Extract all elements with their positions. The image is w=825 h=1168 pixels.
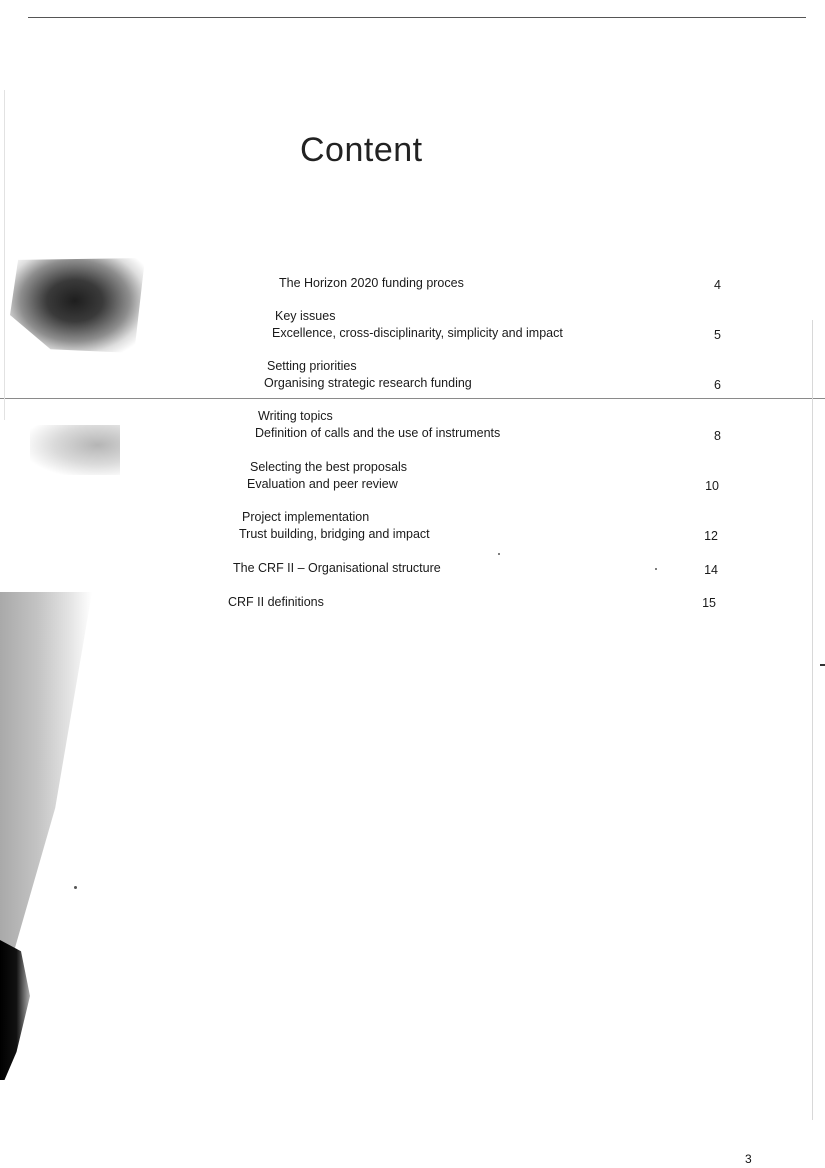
toc-entry-subtitle: Excellence, cross-disciplinarity, simplicity and impact bbox=[272, 326, 563, 340]
toc-page-number: 6 bbox=[714, 378, 721, 392]
toc-entry-title: Writing topics bbox=[258, 409, 333, 423]
toc-entry-title: The Horizon 2020 funding proces bbox=[279, 276, 464, 290]
toc-entry-title: Selecting the best proposals bbox=[250, 460, 408, 474]
toc-entry-subtitle: Evaluation and peer review bbox=[247, 477, 398, 491]
toc-entry-subtitle: Trust building, bridging and impact bbox=[239, 527, 430, 541]
toc-entry bbox=[255, 408, 500, 442]
toc-page-number: 15 bbox=[702, 596, 716, 610]
toc-page-number: 10 bbox=[705, 479, 719, 493]
toc-entry-title: Key issues bbox=[275, 309, 336, 323]
toc-entry-title: Setting priorities bbox=[267, 359, 357, 373]
toc-page-number: 12 bbox=[704, 529, 718, 543]
toc-page-number: 8 bbox=[714, 429, 721, 443]
toc-page-number: 4 bbox=[714, 278, 721, 292]
toc-entry-title: The CRF II – Organisational structure bbox=[233, 561, 441, 575]
toc-entry bbox=[247, 459, 407, 493]
toc-entry-title: CRF II definitions bbox=[228, 595, 324, 609]
toc-entry-subtitle: Definition of calls and the use of instruments bbox=[255, 426, 501, 440]
toc-entry bbox=[272, 308, 563, 342]
toc-entry bbox=[279, 275, 464, 292]
toc-entry bbox=[233, 560, 441, 577]
toc-page-number: 5 bbox=[714, 328, 721, 342]
page-title: Content bbox=[300, 131, 423, 169]
page-number: 3 bbox=[745, 1152, 752, 1166]
toc-entry bbox=[264, 358, 472, 392]
toc-page-number: 14 bbox=[704, 563, 718, 577]
toc-entry bbox=[239, 509, 430, 543]
toc-entry-title: Project implementation bbox=[242, 510, 370, 524]
toc-entry bbox=[228, 594, 324, 611]
toc-entry-subtitle: Organising strategic research funding bbox=[264, 376, 472, 390]
